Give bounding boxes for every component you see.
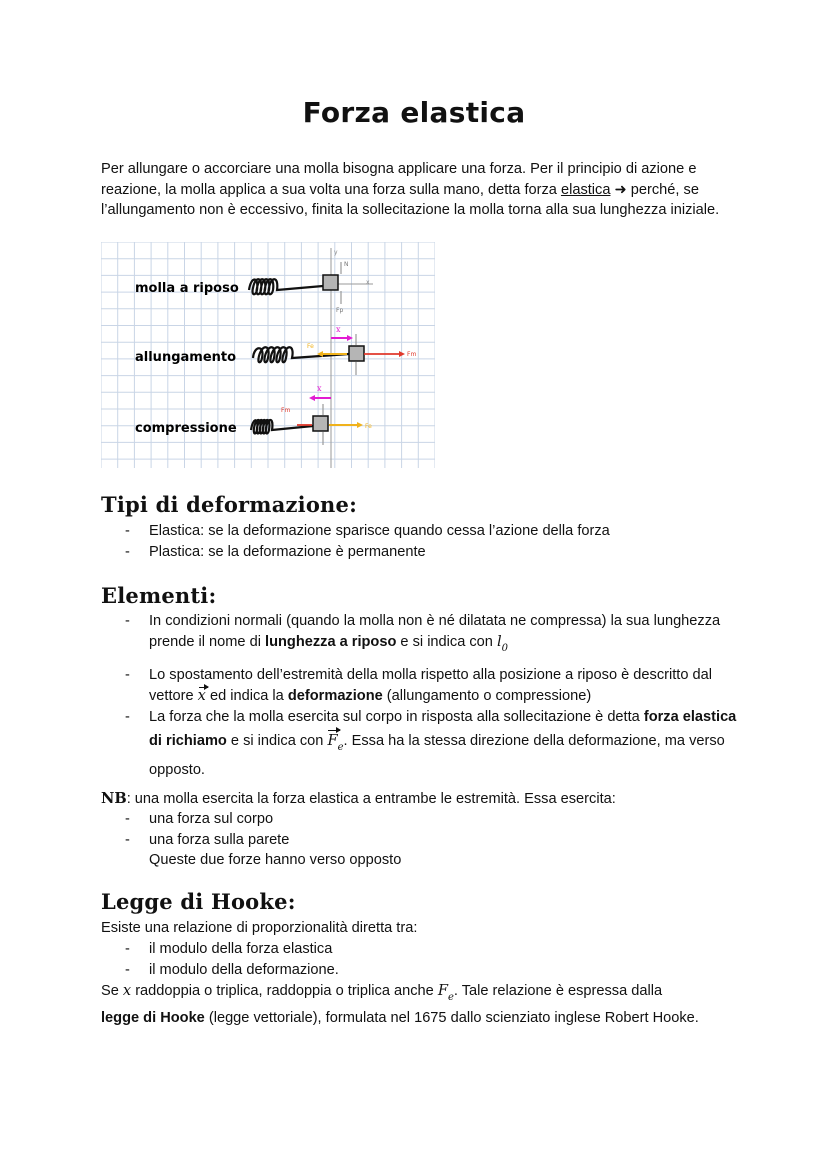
elastica-link[interactable]: elastica [560,181,611,198]
label-allungamento: allungamento [135,350,237,365]
symbol-l: l [496,632,502,650]
vec-fm-label-row3: Fm [281,407,291,414]
hooke-text: Se [101,983,123,999]
block-rest [323,275,338,290]
list-item: - il modulo della forza elastica [101,939,741,960]
vec-fp-label: Fp [336,307,344,314]
axis-y-label: y [334,249,338,256]
spring-compressed [251,420,313,434]
list-item [101,611,741,659]
nb-label: NB [101,790,127,807]
list-tipi [101,521,741,562]
symbol-sub: e [337,742,344,753]
hooke-text: . Tale relazione è espressa dalla [453,983,663,999]
spring-diagram [101,242,435,468]
list-item: - una forza sulla parete [101,830,741,851]
intro-text: Per allungare o accorciare una molla bisogna applicare una forza. Per il principio di azione e reazione, la molla applica a sua volta una forza sulla mano, detta forza [101,161,697,198]
symbol-f: F [437,982,448,999]
vec-fe-label-row2: Fe [307,343,314,350]
hooke-line1 [101,981,741,1009]
vec-n-label: N [344,261,349,268]
item-text: e si indica con [396,633,497,650]
block-stretched [349,346,364,361]
label-compressione: compressione [135,421,237,436]
item-text: ed indica la [205,687,288,704]
vector-f: F [327,729,337,752]
vec-x-label-row2: x [336,325,341,334]
vec-x-label-row3: x [317,384,322,393]
nb-note: Queste due forze hanno verso opposto [149,852,402,868]
hooke-line2 [101,1008,761,1029]
list-item: - il modulo della deformazione. [101,960,741,981]
vec-x-arrowhead-compressed [309,395,315,401]
heading-elementi: Elementi: [101,583,217,608]
label-molla-a-riposo: molla a riposo [135,281,239,296]
list-hooke [101,939,741,980]
symbol-x: x [122,982,132,999]
vector-x: x [198,686,206,707]
item-bold: forza elastica di richiamo [149,709,737,749]
list-nb [101,809,741,871]
symbol-sub: e [447,992,454,1003]
nb-text: : una molla esercita la forza elastica a entrambe le estremità. Essa esercita: [126,791,616,807]
block-compressed [313,416,328,431]
hooke-bold: legge di Hooke [101,1010,205,1026]
nb-paragraph [101,789,731,810]
list-item: - Elastica: se la deformazione sparisce quando cessa l’azione della forza [101,521,741,542]
heading-tipi: Tipi di deformazione: [101,492,358,517]
intro-text-end: ➜ perché, se l’allungamento non è eccessivo, finita la sollecitazione la molla torna alla sua lunghezza iniziale. [101,181,720,218]
list-item [101,706,741,782]
vec-x-arrowhead [347,335,353,341]
vec-fm-label-row2: Fm [407,351,417,358]
item-text: (allungamento o compressione) [382,687,592,704]
list-item: - Plastica: se la deformazione è permanente [101,542,741,563]
item-text: In condizioni normali (quando la molla non è né dilatata ne compressa) la sua lunghezza prende il nome di [149,613,721,650]
hooke-text: (legge vettoriale), formulata nel 1675 dallo scienziato inglese Robert Hooke. [204,1010,699,1026]
page-title: Forza elastica [302,96,526,129]
hooke-text: raddoppia o triplica, raddoppia o triplica anche [131,983,438,999]
item-text: La forza che la molla esercita sul corpo in risposta alla sollecitazione è detta [149,709,644,725]
item-bold: deformazione [287,687,383,704]
list-elementi [101,611,741,782]
axis-x-label: x [366,279,370,286]
item-text: e si indica con [226,733,328,749]
vec-fe-label-row3: Fe [365,423,372,430]
vec-fe-arrowhead-compressed [357,422,363,428]
item-text: . Essa ha la stessa direzione della deformazione, ma verso opposto. [149,733,725,778]
hooke-intro: Esiste una relazione di proporzionalità diretta tra: [101,920,418,936]
symbol-sub: 0 [501,642,509,654]
item-bold: lunghezza a riposo [265,633,397,650]
heading-hooke: Legge di Hooke: [101,889,296,914]
list-item: - una forza sul corpo [101,809,741,830]
item-text: Lo spostamento dell’estremità della molla rispetto alla posizione a riposo è descritto dal vettore [149,667,712,704]
list-item [101,665,741,706]
intro-paragraph [101,159,731,221]
